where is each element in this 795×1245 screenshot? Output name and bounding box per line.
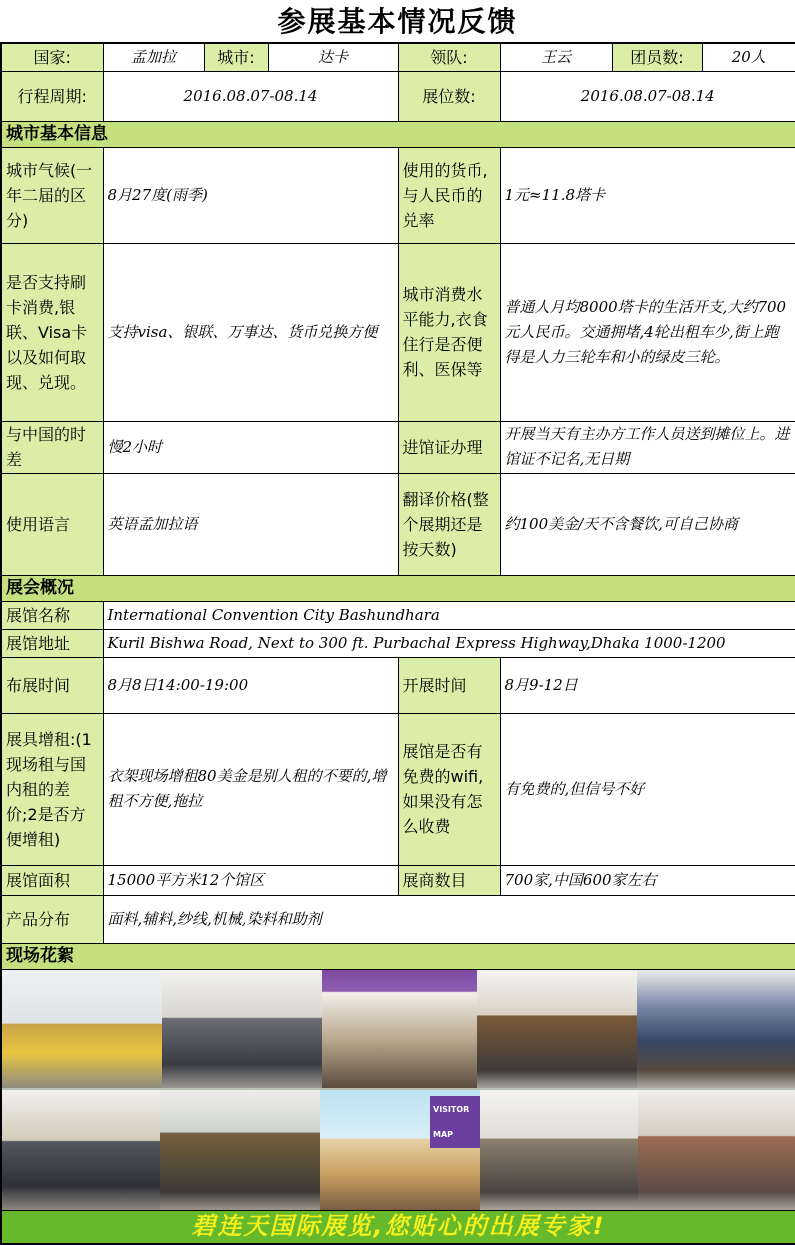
language-value: 英语孟加拉语 — [103, 473, 398, 575]
pass-value: 开展当天有主办方工作人员送到摊位上。进馆证不记名,无日期 — [500, 421, 795, 473]
photos-section-heading: 现场花絮 — [1, 943, 795, 969]
currency-label: 使用的货币,与人民币的兑率 — [398, 147, 500, 243]
booth-photo — [162, 970, 322, 1088]
address-label: 展馆地址 — [1, 629, 103, 657]
consumption-value: 普通人月均8000塔卡的生活开支,大约700元人民币。交通拥堵,4轮出租车少,街上跑得是人力三轮车和小的绿皮三轮。 — [500, 243, 795, 421]
report-table — [0, 42, 795, 1245]
products-label: 产品分布 — [1, 895, 103, 943]
timediff-label: 与中国的时差 — [1, 421, 103, 473]
booth-photo — [480, 1090, 638, 1210]
booth-photo — [638, 1090, 795, 1210]
members-value: 20人 — [702, 43, 795, 71]
card-value: 支持visa、银联、万事达、货币兑换方便 — [103, 243, 398, 421]
booth-photo — [477, 970, 637, 1088]
members-label: 团员数: — [612, 43, 702, 71]
country-label: 国家: — [1, 43, 103, 71]
translation-value: 约100美金/天不含餐饮,可自己协商 — [500, 473, 795, 575]
city-value: 达卡 — [268, 43, 398, 71]
leader-value: 王云 — [500, 43, 612, 71]
wifi-value: 有免费的,但信号不好 — [500, 713, 795, 865]
rental-label: 展具增租:(1现场租与国内租的差价;2是否方便增租) — [1, 713, 103, 865]
country-value: 孟加拉 — [103, 43, 204, 71]
card-label: 是否支持刷卡消费,银联、Visa卡 以及如何取现、兑现。 — [1, 243, 103, 421]
booth-photo — [2, 1090, 160, 1210]
page-title: 参展基本情况反馈 — [277, 5, 518, 38]
area-label: 展馆面积 — [1, 865, 103, 895]
translation-label: 翻译价格(整个展期还是按天数) — [398, 473, 500, 575]
products-value: 面料,辅料,纱线,机械,染料和助剂 — [103, 895, 795, 943]
city-section-heading: 城市基本信息 — [1, 121, 795, 147]
booth-photo — [160, 1090, 320, 1210]
setup-label: 布展时间 — [1, 657, 103, 713]
visitor-map-sign: VISITOR MAP — [430, 1096, 480, 1148]
fair-section-heading: 展会概况 — [1, 575, 795, 601]
venue-label: 展馆名称 — [1, 601, 103, 629]
period-label: 行程周期: — [1, 71, 103, 121]
pass-label: 进馆证办理 — [398, 421, 500, 473]
exhibitors-label: 展商数目 — [398, 865, 500, 895]
booth-photo — [637, 970, 795, 1088]
open-value: 8月9-12日 — [500, 657, 795, 713]
address-value: Kuril Bishwa Road, Next to 300 ft. Purbachal Express Highway,Dhaka 1000-1200 — [103, 629, 795, 657]
area-value: 15000平方米12个馆区 — [103, 865, 398, 895]
leader-label: 领队: — [398, 43, 500, 71]
footer-slogan: 碧连天国际展览,您贴心的出展专家! — [1, 1210, 795, 1244]
city-label: 城市: — [204, 43, 268, 71]
booth-photo — [322, 970, 477, 1088]
climate-value: 8月27度(雨季) — [103, 147, 398, 243]
booths-value: 2016.08.07-08.14 — [500, 71, 795, 121]
booth-photo — [2, 970, 162, 1088]
consumption-label: 城市消费水平能力,衣食住行是否便利、医保等 — [398, 243, 500, 421]
setup-value: 8月8日14:00-19:00 — [103, 657, 398, 713]
climate-label: 城市气候(一年二届的区分) — [1, 147, 103, 243]
period-value: 2016.08.07-08.14 — [103, 71, 398, 121]
timediff-value: 慢2小时 — [103, 421, 398, 473]
currency-value: 1元≈11.8塔卡 — [500, 147, 795, 243]
booths-label: 展位数: — [398, 71, 500, 121]
language-label: 使用语言 — [1, 473, 103, 575]
photo-collage — [1, 969, 795, 1210]
venue-value: International Convention City Bashundhara — [103, 601, 795, 629]
rental-value: 衣架现场增租80美金是别人租的不要的,增租不方便,拖拉 — [103, 713, 398, 865]
wifi-label: 展馆是否有免费的wifi,如果没有怎么收费 — [398, 713, 500, 865]
exhibitors-value: 700家,中国600家左右 — [500, 865, 795, 895]
open-label: 开展时间 — [398, 657, 500, 713]
visitor-map-photo — [320, 1090, 480, 1210]
